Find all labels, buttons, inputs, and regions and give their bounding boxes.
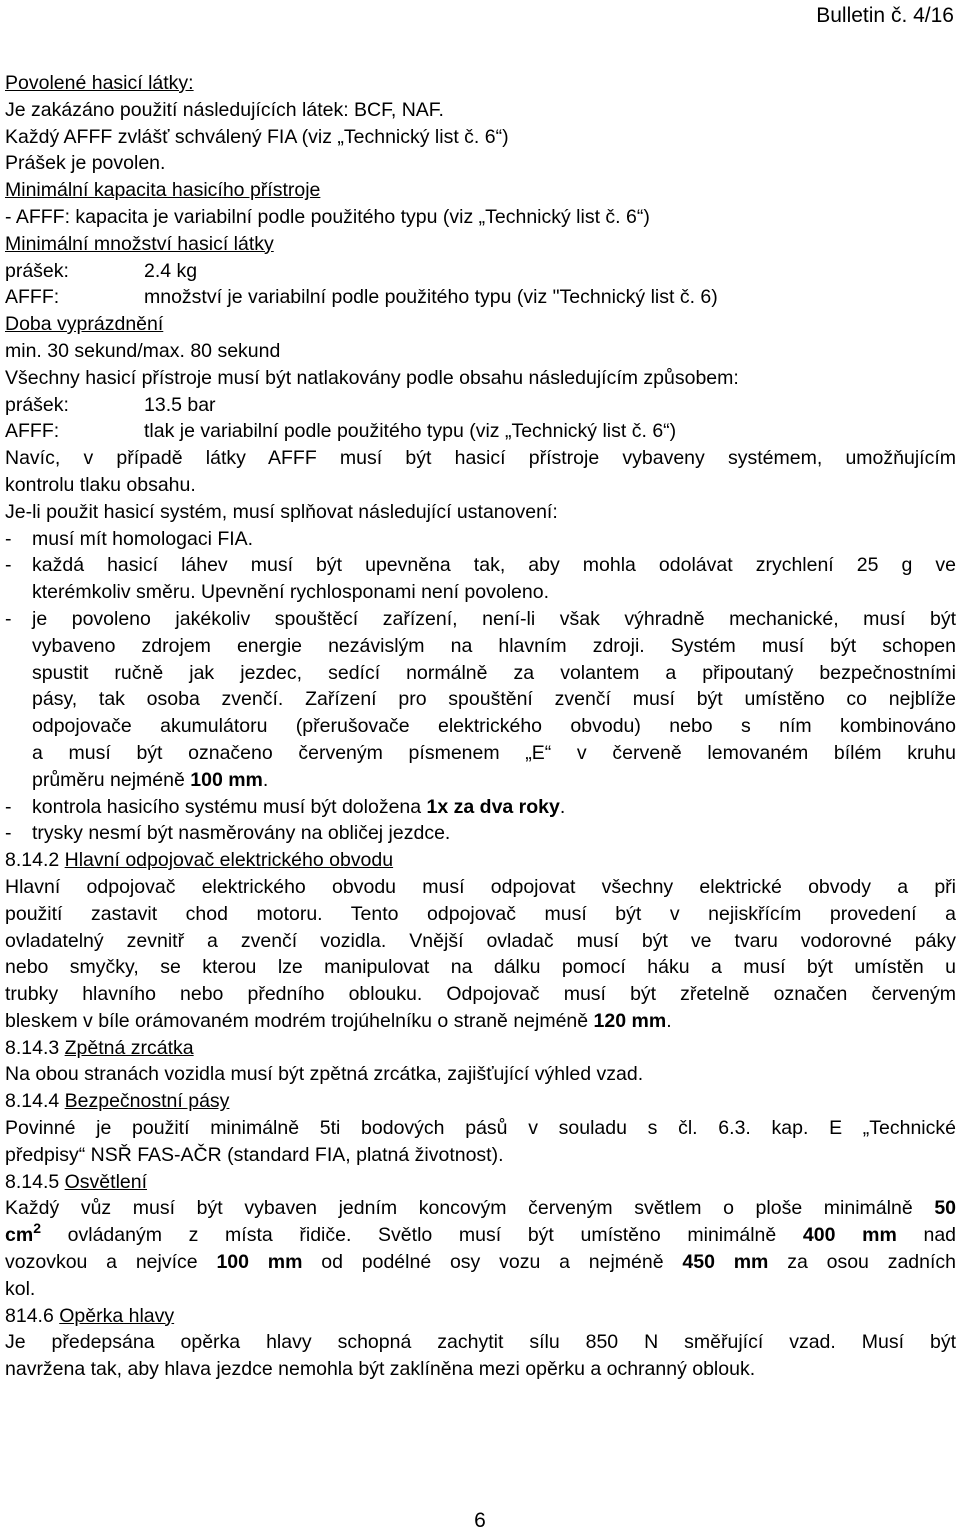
list-text: spustit ručně jak jezdec, sedící normálně za volantem a připoutaný bezpečnostními — [32, 661, 956, 684]
label-powder: prášek: — [5, 259, 69, 282]
bold-value: 100 mm — [216, 1251, 303, 1274]
bold-value: 50 — [934, 1197, 957, 1220]
text-line — [5, 1195, 956, 1222]
list-text — [32, 767, 956, 794]
section-heading — [5, 847, 956, 874]
page-header: Bulletin č. 4/16 — [816, 4, 954, 27]
text-line: Povinné je použití minimálně 5ti bodových pásů v souladu s čl. 6.3. kap. E „Technické — [5, 1117, 956, 1140]
text-line — [5, 1008, 956, 1035]
text-line — [5, 1249, 956, 1276]
text-line — [5, 1222, 956, 1249]
text-line: Hlavní odpojovač elektrického obvodu musí odpojovat všechny elektrické obvody a při — [5, 875, 956, 898]
list-item — [5, 820, 956, 847]
text-line: Je-li použit hasicí systém, musí splňovat následující ustanovení: — [5, 500, 558, 523]
text-run: za osou zadních — [787, 1251, 956, 1274]
text-line: kol. — [5, 1277, 36, 1300]
text-line — [5, 284, 956, 311]
bold-value: 400 mm — [802, 1224, 897, 1247]
text-line: Prášek je povolen. — [5, 152, 166, 175]
text-line: Na obou stranách vozidla musí být zpětná zrcátka, zajišťující výhled vzad. — [5, 1063, 644, 1086]
text-line — [5, 418, 956, 445]
section-number: 814.6 — [5, 1304, 54, 1327]
section-title: Osvětlení — [64, 1170, 148, 1193]
text-line: Každý AFFF zvlášť schválený FIA (viz „Technický list č. 6“) — [5, 125, 509, 148]
bold-value: 450 mm — [682, 1251, 769, 1274]
list-text: vybaveno zdrojem energie nezávislým na hlavním zdroji. Systém musí být schopen — [32, 634, 956, 657]
text-run: ovládaným z místa řidiče. Světlo musí být umístěno minimálně — [67, 1224, 777, 1247]
text-line: navržena tak, aby hlava jezdce nemohla být zaklíněna mezi opěrku a ochranný oblouk. — [5, 1358, 756, 1381]
list-item — [5, 794, 956, 821]
list-text: trysky nesmí být nasměrovány na obličej jezdce. — [32, 822, 451, 845]
bold-value: cm — [5, 1224, 34, 1247]
page-number: 6 — [474, 1509, 486, 1532]
list-text: kterémkoliv směru. Upevnění rychlosponami není povoleno. — [32, 581, 550, 604]
text-line — [5, 258, 956, 285]
text-line: Je zakázáno použití následujících látek: BCF, NAF. — [5, 98, 444, 121]
value-afff-qty: množství je variabilní podle použitého typu (viz "Technický list č. 6) — [144, 286, 718, 309]
heading-min-quantity: Minimální množství hasicí látky — [5, 232, 274, 255]
value-powder-qty: 2.4 kg — [144, 259, 198, 282]
section-number: 8.14.5 — [5, 1170, 60, 1193]
dash-bullet: - — [5, 795, 12, 818]
text-run: nad — [923, 1224, 957, 1247]
heading-discharge: Doba vyprázdnění — [5, 313, 164, 336]
text-run: . — [666, 1009, 672, 1032]
text-line: Je předepsána opěrka hlavy schopná zachytit sílu 850 N směřující vzad. Musí být — [5, 1331, 956, 1354]
bold-value: 100 mm — [190, 768, 263, 791]
label-powder: prášek: — [5, 393, 69, 416]
text-run: . — [262, 768, 269, 791]
superscript: 2 — [33, 1220, 41, 1237]
dash-bullet: - — [5, 527, 12, 550]
list-text: je povoleno jakékoliv spouštěcí zařízení, není-li však výhradně mechanické, musí být — [32, 607, 956, 630]
heading-capacity: Minimální kapacita hasicího přístroje — [5, 179, 321, 202]
value-afff-pressure: tlak je variabilní podle použitého typu (viz „Technický list č. 6“) — [144, 420, 677, 443]
text-line: ovladatelný zevnitř a zvenčí vozidla. Vnější ovladač musí být ve tvaru vodorovné páky — [5, 929, 956, 952]
list-text: odpojovače akumulátoru (přerušovače elektrického obvodu) nebo s ním kombinováno — [32, 715, 956, 738]
text-run: Každý vůz musí být vybaven jedním koncovým červeným světlem o ploše minimálně — [5, 1197, 913, 1220]
text-line: min. 30 sekund/max. 80 sekund — [5, 339, 281, 362]
section-heading — [5, 1088, 956, 1115]
bold-value: 120 mm — [593, 1009, 667, 1032]
document-body — [5, 70, 956, 1383]
section-title: Hlavní odpojovač elektrického obvodu — [64, 849, 394, 872]
list-text: kontrola hasicího systému musí být doložena — [32, 795, 422, 818]
section-heading — [5, 1035, 956, 1062]
section-title: Bezpečnostní pásy — [64, 1090, 230, 1113]
text-run: průměru nejméně — [32, 768, 185, 791]
dash-bullet: - — [5, 822, 12, 845]
text-line — [5, 392, 956, 419]
section-title: Zpětná zrcátka — [64, 1036, 194, 1059]
text-line: předpisy“ NSŘ FAS-AČR (standard FIA, platná životnost). — [5, 1143, 504, 1166]
text-line: Všechny hasicí přístroje musí být natlakovány podle obsahu následujícím způsobem: — [5, 366, 739, 389]
text-line: trubky hlavního nebo předního oblouku. Odpojovač musí být zřetelně označen červeným — [5, 983, 956, 1006]
list-item — [5, 606, 956, 794]
section-number: 8.14.3 — [5, 1036, 60, 1059]
list-text: a musí být označeno červeným písmenem „E“ v červeně lemovaném bílém kruhu — [32, 741, 956, 764]
section-number: 8.14.2 — [5, 849, 60, 872]
text-line: použití zastavit chod motoru. Tento odpojovač musí být v nejiskřícím provedení a — [5, 902, 956, 925]
section-heading — [5, 1169, 956, 1196]
text-line: - AFFF: kapacita je variabilní podle použitého typu (viz „Technický list č. 6“) — [5, 205, 650, 228]
list-item — [5, 526, 956, 553]
label-afff: AFFF: — [5, 286, 60, 309]
text-line: nebo smyčky, se kterou lze manipulovat na dálku pomocí háku a musí být umístěn u — [5, 956, 956, 979]
bold-value: 1x za dva roky — [426, 795, 560, 818]
section-number: 8.14.4 — [5, 1090, 60, 1113]
text-run: . — [559, 795, 566, 818]
section-title: Opěrka hlavy — [59, 1304, 175, 1327]
dash-bullet: - — [5, 554, 12, 577]
list-text: musí mít homologaci FIA. — [32, 527, 254, 550]
section-heading — [5, 1303, 956, 1330]
dash-bullet: - — [5, 607, 12, 630]
heading-extinguishants: Povolené hasicí látky: — [5, 72, 194, 94]
text-line: Navíc, v případě látky AFFF musí být hasicí přístroje vybaveny systémem, umožňujícím — [5, 447, 956, 470]
text-run: vozovkou a nejvíce — [5, 1251, 198, 1274]
text-line: kontrolu tlaku obsahu. — [5, 473, 196, 496]
value-powder-pressure: 13.5 bar — [144, 393, 216, 416]
label-afff: AFFF: — [5, 420, 60, 443]
list-text: pásy, tak osoba zvenčí. Zařízení pro spouštění zvenčí musí být umístěno co nejblíže — [32, 688, 956, 711]
list-item — [5, 552, 956, 606]
text-run: od podélné osy vozu a nejméně — [321, 1251, 664, 1274]
text-run: bleskem v bíle orámovaném modrém trojúhelníku o straně nejméně — [5, 1009, 589, 1032]
list-text: každá hasicí láhev musí být upevněna tak, aby mohla odolávat zrychlení 25 g ve — [32, 554, 956, 577]
